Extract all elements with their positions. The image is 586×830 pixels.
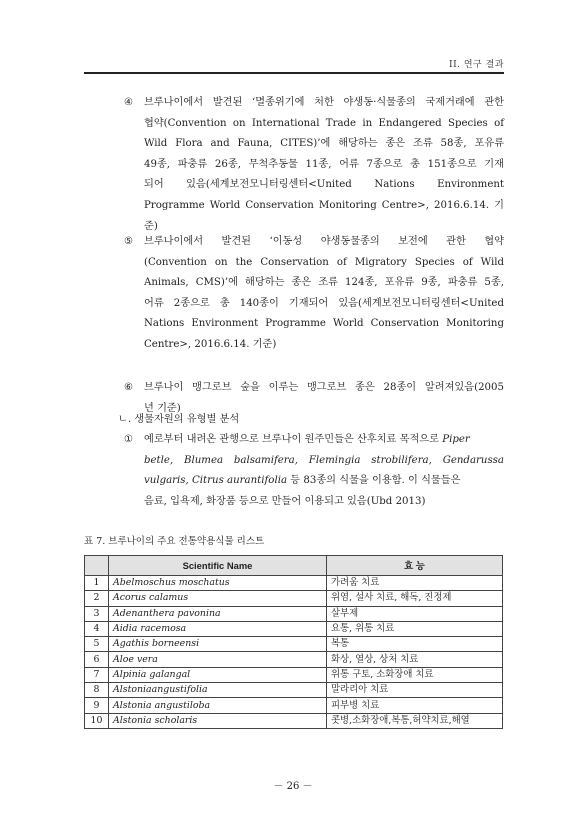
scientific-name-cell: Alstoniaangustifolia bbox=[109, 683, 327, 698]
item-line: 준) bbox=[144, 220, 158, 232]
row-number: 5 bbox=[85, 637, 109, 652]
effect-cell: 가려움 치료 bbox=[327, 576, 503, 591]
scientific-name-cell: Alstonia scholaris bbox=[109, 713, 327, 728]
row-number: 6 bbox=[85, 652, 109, 667]
table-row bbox=[85, 606, 503, 621]
list-item-b1 bbox=[124, 430, 504, 512]
item-line: 년 기준) bbox=[144, 402, 181, 414]
item-line: Centre>, 2016.6.14. 기준) bbox=[144, 338, 277, 350]
row-number: 8 bbox=[85, 683, 109, 698]
row-number: 2 bbox=[85, 591, 109, 606]
medicinal-plant-table bbox=[84, 555, 503, 729]
item-line: 브루나이에서 발견된 ‘멸종위기에 처한 야생동·식물종의 국제거래에 관한 bbox=[144, 97, 504, 108]
item-number: ④ bbox=[124, 97, 134, 108]
table-header-row bbox=[85, 556, 503, 576]
scientific-name-cell: Agathis borneensi bbox=[109, 637, 327, 652]
table-row bbox=[85, 621, 503, 636]
item-line: 49종, 파충류 26종, 무척추동물 11종, 어류 7종으로 총 151종으로 기재 bbox=[144, 158, 504, 170]
list-item-5 bbox=[124, 232, 504, 356]
column-header-scientific-name: Scientific Name bbox=[109, 556, 327, 576]
item-line: betle, Blumea balsamifera, Flemingia strobilifera, Gendarussa bbox=[144, 454, 504, 466]
item-line: 예로부터 내려온 관행으로 브루나이 원주민들은 산후치료 목적으로 Piper bbox=[144, 434, 470, 445]
item-line: 되어 있음(세계보전모니터링센터<United Nations Environment bbox=[144, 179, 504, 191]
item-line: (Convention on the Conservation of Migratory Species of Wild bbox=[144, 256, 504, 268]
column-header-effect: 효 능 bbox=[327, 556, 503, 576]
header-rule bbox=[84, 72, 504, 74]
list-item-4 bbox=[124, 93, 504, 237]
table-row bbox=[85, 591, 503, 606]
row-number: 7 bbox=[85, 667, 109, 682]
running-header: II. 연구 결과 bbox=[449, 60, 504, 70]
effect-cell: 피부병 치료 bbox=[327, 698, 503, 713]
effect-cell: 위염, 설사 치료, 해독, 진정제 bbox=[327, 591, 503, 606]
scientific-name-cell: Aloe vera bbox=[109, 652, 327, 667]
item-line: 브루나이 맹그로브 숲을 이루는 맹그로브 종은 28종이 알려져있음(2005 bbox=[144, 382, 504, 393]
item-line: Wild Flora and Fauna, CITES)’에 해당하는 종은 조류 58종, 포유류 bbox=[144, 138, 504, 150]
table-row bbox=[85, 667, 503, 682]
effect-cell: 말라리아 치료 bbox=[327, 683, 503, 698]
item-line: 음료, 입욕제, 화장품 등으로 만들어 이용되고 있음(Ubd 2013) bbox=[144, 495, 426, 507]
item-number: ① bbox=[124, 434, 134, 445]
table-row bbox=[85, 637, 503, 652]
item-number: ⑤ bbox=[124, 236, 134, 247]
item-line: vulgaris, Citrus aurantifolia 등 83종의 식물을 이용함. 이 식물들은 bbox=[144, 475, 461, 487]
effect-cell: 콧병,소화장애,복통,허약치료,해열 bbox=[327, 713, 503, 728]
row-number: 1 bbox=[85, 576, 109, 591]
subheading: ㄴ. 생물자원의 유형별 분석 bbox=[118, 414, 240, 425]
scientific-name-cell: Alpinia galangal bbox=[109, 667, 327, 682]
effect-cell: 살부제 bbox=[327, 606, 503, 621]
scientific-name-cell: Abelmoschus moschatus bbox=[109, 576, 327, 591]
item-line: 브루나이에서 발견된 ‘이동성 야생동물종의 보전에 관한 협약 bbox=[144, 236, 504, 247]
item-line: Programme World Conservation Monitoring Centre>, 2016.6.14. 기 bbox=[144, 199, 504, 211]
scientific-name-cell: Alstonia angustiloba bbox=[109, 698, 327, 713]
effect-cell: 위통 구토, 소화장애 치료 bbox=[327, 667, 503, 682]
table-row bbox=[85, 698, 503, 713]
column-header-no bbox=[85, 556, 109, 576]
item-line: 협약(Convention on International Trade in Endangered Species of bbox=[144, 117, 504, 129]
table-caption: 표 7. 브루나이의 주요 전통약용식물 리스트 bbox=[84, 536, 265, 547]
item-number: ⑥ bbox=[124, 382, 134, 393]
effect-cell: 복통 bbox=[327, 637, 503, 652]
row-number: 9 bbox=[85, 698, 109, 713]
scientific-name-cell: Acorus calamus bbox=[109, 591, 327, 606]
page-number: － 26 － bbox=[273, 781, 313, 792]
row-number: 10 bbox=[85, 713, 109, 728]
item-line: Animals, CMS)’에 해당하는 종은 조류 124종, 포유류 9종, 파충류 5종, bbox=[144, 277, 504, 289]
table-row bbox=[85, 576, 503, 591]
row-number: 4 bbox=[85, 621, 109, 636]
item-line: 어류 2종으로 총 140종이 기재되어 있음(세계보전모니터링센터<United bbox=[144, 297, 504, 309]
effect-cell: 요통, 위통 치료 bbox=[327, 621, 503, 636]
table-row bbox=[85, 713, 503, 728]
table-row bbox=[85, 683, 503, 698]
effect-cell: 화상, 열상, 상처 치료 bbox=[327, 652, 503, 667]
scientific-name-cell: Aidia racemosa bbox=[109, 621, 327, 636]
row-number: 3 bbox=[85, 606, 109, 621]
scientific-name-cell: Adenanthera pavonina bbox=[109, 606, 327, 621]
table-row bbox=[85, 652, 503, 667]
item-line: Nations Environment Programme World Conservation Monitoring bbox=[144, 318, 504, 330]
